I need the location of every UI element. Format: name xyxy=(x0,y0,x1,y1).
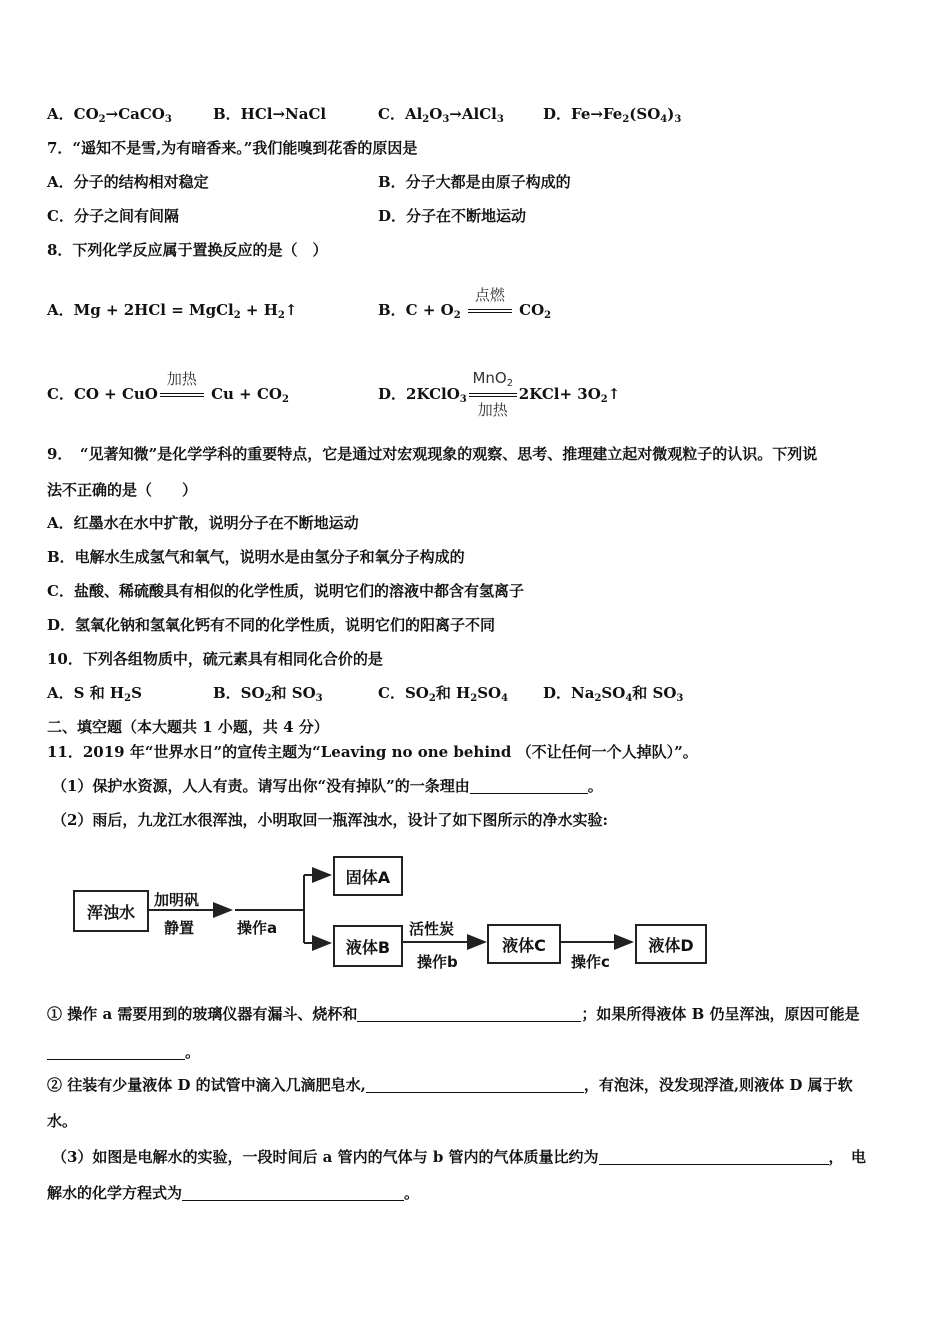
box-liquid-d: 液体D xyxy=(635,924,707,964)
q10-option-b[interactable]: B．$SO_2$和 $SO_3$ xyxy=(213,684,323,704)
box-liquid-b: 液体B xyxy=(333,925,403,967)
q9-stem-line2: 法不正确的是（ ） xyxy=(47,481,198,499)
q7-stem: 7．“遥知不是雪,为有暗香来。”我们能嗅到花香的原因是 xyxy=(47,139,418,157)
q7-option-d[interactable]: D．分子在不断地运动 xyxy=(378,207,527,225)
q8-option-d[interactable]: D．2KClO$_3$ MnO$_2$ 加热 $2KCl+ 3O_2↑$ xyxy=(378,369,621,419)
q11-part3-cont: 解水的化学方程式为 。 xyxy=(47,1184,420,1202)
answer-blank[interactable] xyxy=(357,1007,581,1022)
q10-stem: 10．下列各组物质中，硫元素具有相同化合价的是 xyxy=(47,650,383,668)
q8-stem: 8．下列化学反应属于置换反应的是（ ） xyxy=(47,241,328,259)
label-operation-a: 操作a xyxy=(237,919,278,937)
q10-option-a[interactable]: A．S 和 $H_2S$ xyxy=(47,684,142,704)
reaction-condition: MnO$_2$ 加热 xyxy=(469,393,517,395)
q6-option-d[interactable]: D．$Fe\to Fe_2(SO_4)_3$ xyxy=(543,105,682,125)
box-liquid-c: 液体C xyxy=(487,924,561,964)
q11-stem: 11．2019 年“世界水日”的宣传主题为“Leaving no one behind （不让任何一个人掉队）”。 xyxy=(47,743,698,761)
q9-stem-line1: 9． “见著知微”是化学学科的重要特点，它是通过对宏观现象的观察、思考、推理建立起对微观粒子的认识。下列说 xyxy=(47,445,818,463)
q11-part2: （2）雨后，九龙江水很浑浊，小明取回一瓶浑浊水，设计了如下图所示的净水实验: xyxy=(52,811,608,829)
q11-part1: （1）保护水资源，人人有责。请写出你“没有掉队”的一条理由 。 xyxy=(52,777,603,795)
label-add-alum: 加明矾 xyxy=(154,891,200,909)
q9-option-a[interactable]: A．红墨水在水中扩散，说明分子在不断地运动 xyxy=(47,514,359,532)
q6-option-a[interactable]: A．$CO_2\to CaCO_3$ xyxy=(47,105,172,125)
q9-option-c[interactable]: C．盐酸、稀硫酸具有相似的化学性质，说明它们的溶液中都含有氢离子 xyxy=(47,582,524,600)
q11-sub1-cont: 。 xyxy=(47,1041,200,1062)
answer-blank[interactable] xyxy=(599,1150,829,1165)
label-operation-c: 操作c xyxy=(571,953,610,971)
answer-blank[interactable] xyxy=(366,1078,584,1093)
q6-option-c[interactable]: C．$Al_2O_3\to AlCl_3$ xyxy=(378,105,504,125)
q9-option-b[interactable]: B．电解水生成氢气和氧气，说明水是由氢分子和氧分子构成的 xyxy=(47,548,465,566)
answer-blank[interactable] xyxy=(470,779,588,794)
q11-sub2: ② 往装有少量液体 D 的试管中滴入几滴肥皂水, ，有泡沫，没发现浮渣,则液体 D 属于软 xyxy=(47,1076,853,1094)
q11-sub2-cont: 水。 xyxy=(47,1112,78,1130)
label-activated-carbon: 活性炭 xyxy=(409,920,455,938)
box-muddy-water: 浑浊水 xyxy=(73,890,149,932)
q10-option-d[interactable]: D．$Na_2SO_4$和 $SO_3$ xyxy=(543,684,684,704)
q10-option-c[interactable]: C．$SO_2$和 $H_2SO_4$ xyxy=(378,684,509,704)
q8-option-a[interactable]: A．Mg + 2HCl = MgCl$_2$ + $H_2↑$ xyxy=(47,301,298,321)
reaction-condition: 加热 xyxy=(160,393,204,395)
section-heading: 二、填空题（本大题共 1 小题，共 4 分） xyxy=(47,718,329,736)
answer-blank[interactable] xyxy=(47,1045,185,1060)
label-settle: 静置 xyxy=(164,919,195,937)
label-operation-b: 操作b xyxy=(417,953,458,971)
q8-option-b[interactable]: B．$C + O_2$ 点燃 $CO_2$ xyxy=(378,286,552,321)
q7-option-c[interactable]: C．分子之间有间隔 xyxy=(47,207,179,225)
q6-option-b[interactable]: B．HCl→NaCl xyxy=(213,105,327,123)
box-solid-a: 固体A xyxy=(333,856,403,896)
q7-option-b[interactable]: B．分子大都是由原子构成的 xyxy=(378,173,571,191)
q7-option-a[interactable]: A．分子的结构相对稳定 xyxy=(47,173,209,191)
q11-sub1: ① 操作 a 需要用到的玻璃仪器有漏斗、烧杯和 ；如果所得液体 B 仍呈浑浊，原因可能是 xyxy=(47,1005,860,1023)
answer-blank[interactable] xyxy=(182,1186,404,1201)
reaction-condition: 点燃 xyxy=(468,309,512,311)
q11-part3: （3）如图是电解水的实验，一段时间后 a 管内的气体与 b 管内的气体质量比约为 ， 电 xyxy=(52,1148,867,1166)
q8-option-c[interactable]: C．CO + CuO 加热 $Cu + CO_2$ xyxy=(47,370,289,405)
q9-option-d[interactable]: D．氢氧化钠和氢氧化钙有不同的化学性质，说明它们的阳离子不同 xyxy=(47,616,496,634)
